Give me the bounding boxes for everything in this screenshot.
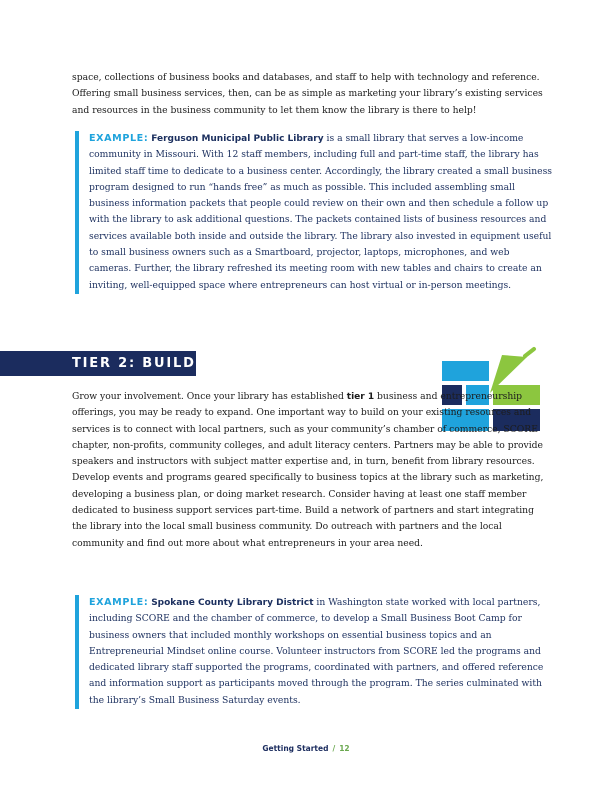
page-footer — [0, 744, 612, 753]
intro-paragraph: space, collections of business books and databases, and staff to help with technology and reference. Offering small business services, then, can be as simple as marketing your library’s existing services and resources in the business community to let them know the library is there to help! — [72, 72, 543, 116]
example-text: in Washington state worked with local partners, including SCORE and the chamber of commerce, to develop a Small Business Boot Camp for business owners that included monthly workshops on essential business topics and an Entrepreneurial Mindset online course. Volunteer instructors from SCORE led the programs and dedicated library staff supported the programs, coordinated with partners, and offered reference and information support as participants moved through the program. The series culminated with the library’s Small Business Saturday events. — [89, 597, 544, 706]
page-number: 12 — [339, 744, 350, 753]
example-org-name: Spokane County Library District — [151, 598, 314, 608]
footer-section: Getting Started — [262, 744, 329, 753]
example-label: EXAMPLE: — [89, 597, 149, 608]
example-callout-ferguson — [75, 131, 554, 294]
tier-paragraph — [72, 389, 544, 552]
example-callout-spokane — [75, 595, 554, 709]
tier-paragraph-rest: business and entrepreneurship offerings, you may be ready to expand. One important way to build on your existing resources and services is to connect with local partners, such as your community’s chamber of commerce, SCORE chapter, non-profits, community colleges, and adult literacy centers. Partners may be able to provide speakers and instructors with subject matter expertise and, in turn, benefit from library resources. Develop events and programs geared specifically to business topics at the library such as marketing, developing a business plan, or doing market research. Consider having at least one staff member dedicated to business support services part-time. Build a network of partners and start integrating the library into the local small business community. Do outreach with partners and the local community and find out more about what entrepreneurs in your area need. — [72, 391, 544, 549]
brick-blue-top — [442, 361, 489, 381]
footer-separator: / — [332, 744, 336, 753]
tier-heading-banner — [0, 351, 196, 376]
example-text: is a small library that serves a low-income community in Missouri. With 12 staff members, including full and part-time staff, the library has limited staff time to dedicate to a business center. Accordingly, the library created a small business program designed to run “hands free” as much as possible. This included assembling small business information packets that people could review on their own and then schedule a follow up with the library to ask additional questions. The packets contained lists of business resources and services available both inside and outside the library. The library also invested in equipment useful to small business owners such as a Smartboard, projector, laptops, microphones, and web cameras. Further, the library refreshed its meeting room with new tables and chairs to create an inviting, well-equipped space where entrepreneurs can host virtual or in-person meetings. — [89, 133, 553, 291]
example-label: EXAMPLE: — [89, 133, 149, 144]
tier-heading: TIER 2: BUILD — [72, 356, 196, 371]
tier-paragraph-start: Grow your involvement. Once your library has established — [72, 391, 347, 402]
example-org-name: Ferguson Municipal Public Library — [151, 134, 324, 144]
tier-keyword: tier 1 — [346, 392, 375, 402]
